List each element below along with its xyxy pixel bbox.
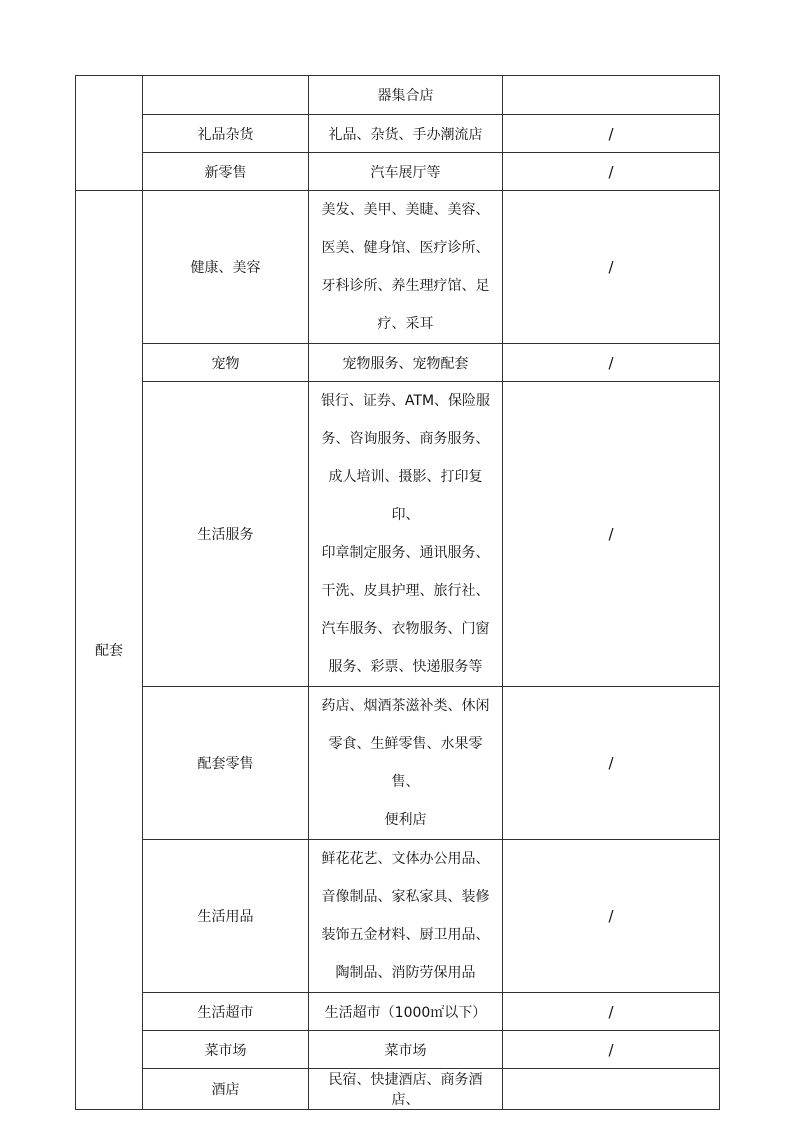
content-line: 药店、烟酒茶滋补类、休闲 [321, 698, 490, 714]
content-line: 印章制定服务、通讯服务、 [321, 545, 490, 561]
category-cell: 健康、美容 [143, 191, 309, 344]
mark-cell: / [503, 840, 720, 993]
content-cell: 生活超市（1000㎡以下） [309, 993, 503, 1031]
group-label-cell: 配套 [76, 191, 143, 1110]
content-cell: 民宿、快捷酒店、商务酒店、 [309, 1069, 503, 1110]
content-line: 医美、健身馆、医疗诊所、 [321, 240, 490, 256]
mark-cell: / [503, 1031, 720, 1069]
category-table [75, 75, 720, 1110]
mark-cell: / [503, 153, 720, 191]
content-line: 鲜花花艺、文体办公用品、 [321, 851, 490, 867]
content-cell: 菜市场 [309, 1031, 503, 1069]
mark-cell: / [503, 191, 720, 344]
content-line: 陶制品、消防劳保用品 [335, 965, 476, 981]
content-cell: 汽车展厅等 [309, 153, 503, 191]
content-cell [309, 687, 503, 840]
table-row [76, 115, 720, 153]
category-cell: 酒店 [143, 1069, 309, 1110]
content-line: 牙科诊所、养生理疗馆、足 [321, 278, 490, 294]
table-row [76, 840, 720, 993]
content-line: 疗、采耳 [377, 316, 434, 332]
content-line: 服务、彩票、快递服务等 [328, 659, 483, 675]
content-cell [309, 840, 503, 993]
mark-cell: / [503, 115, 720, 153]
mark-cell: / [503, 344, 720, 382]
category-cell: 礼品杂货 [143, 115, 309, 153]
mark-cell: / [503, 687, 720, 840]
content-line: 成人培训、摄影、打印复印、 [328, 469, 483, 523]
content-line: 银行、证券、ATM、保险服 [320, 393, 491, 409]
mark-cell [503, 1069, 720, 1110]
content-line: 干洗、皮具护理、旅行社、 [321, 583, 490, 599]
content-line: 零食、生鲜零售、水果零售、 [328, 736, 483, 790]
table-row [76, 76, 720, 115]
table-row [76, 191, 720, 344]
category-cell: 新零售 [143, 153, 309, 191]
category-cell: 生活服务 [143, 382, 309, 687]
content-cell: 器集合店 [309, 76, 503, 115]
category-cell: 生活用品 [143, 840, 309, 993]
category-cell: 配套零售 [143, 687, 309, 840]
category-cell [143, 76, 309, 115]
table-row [76, 344, 720, 382]
content-cell: 宠物服务、宠物配套 [309, 344, 503, 382]
table-row [76, 687, 720, 840]
content-line: 音像制品、家私家具、装修 [321, 889, 490, 905]
content-cell: 礼品、杂货、手办潮流店 [309, 115, 503, 153]
mark-cell: / [503, 382, 720, 687]
content-line: 务、咨询服务、商务服务、 [321, 431, 490, 447]
category-cell: 菜市场 [143, 1031, 309, 1069]
table-row [76, 382, 720, 687]
category-cell: 宠物 [143, 344, 309, 382]
table-row [76, 153, 720, 191]
group-cell-blank [76, 76, 143, 191]
content-line: 美发、美甲、美睫、美容、 [321, 202, 490, 218]
category-cell: 生活超市 [143, 993, 309, 1031]
mark-cell: / [503, 993, 720, 1031]
content-line: 汽车服务、衣物服务、门窗 [321, 621, 490, 637]
table-row [76, 1069, 720, 1110]
content-line: 装饰五金材料、厨卫用品、 [321, 927, 490, 943]
content-cell [309, 382, 503, 687]
content-cell [309, 191, 503, 344]
mark-cell [503, 76, 720, 115]
table-row [76, 993, 720, 1031]
content-line: 便利店 [384, 812, 427, 828]
table-row [76, 1031, 720, 1069]
